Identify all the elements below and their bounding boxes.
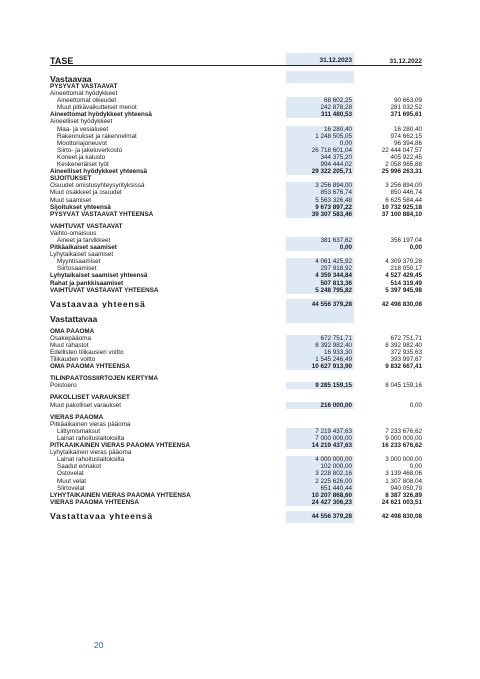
row-label: Rakennukset ja rakennelmat bbox=[57, 132, 137, 140]
value-2022: 24 621 003,51 bbox=[381, 498, 422, 506]
value-2022: 90 663,09 bbox=[393, 97, 422, 105]
value-2023: 344 375,20 bbox=[286, 154, 354, 161]
row-label: Muut pitkävaikutteiset menot bbox=[57, 104, 137, 112]
value-2023: 3 228 802,16 bbox=[286, 470, 354, 477]
table-row bbox=[50, 449, 422, 456]
value-2022: 4 309 379,28 bbox=[385, 258, 422, 266]
group-heading-label: OMA PÄÄOMA bbox=[50, 327, 95, 335]
row-label: PITKÄAIKAINEN VIERAS PÄÄOMA YHTEENSÄ bbox=[50, 442, 190, 450]
subtotal-row bbox=[50, 204, 422, 211]
value-2023: 44 556 379,28 bbox=[286, 299, 354, 311]
column-header-2022: 31.12.2022 bbox=[389, 57, 422, 65]
row-label bbox=[50, 375, 286, 382]
subtotal-row bbox=[50, 168, 422, 175]
group-heading-label: PAKOLLISET VARAUKSET bbox=[50, 394, 130, 402]
value-2023: 7 000 000,00 bbox=[286, 435, 354, 442]
table-row bbox=[50, 140, 422, 147]
value-2023: 14 219 437,63 bbox=[286, 442, 354, 449]
value-2022: 6 625 584,44 bbox=[385, 196, 422, 204]
balance-sheet bbox=[50, 53, 422, 523]
value-2022: 42 498 830,08 bbox=[381, 301, 422, 309]
subtotal-row bbox=[50, 211, 422, 218]
value-2022: 1 307 808,04 bbox=[385, 477, 422, 485]
value-2023: 216 000,00 bbox=[286, 402, 354, 409]
value-2022: 16 233 676,62 bbox=[381, 442, 422, 450]
table-row bbox=[50, 104, 422, 111]
value-2022: 8 392 982,40 bbox=[385, 341, 422, 349]
subtotal-row bbox=[50, 499, 422, 506]
row-label: Vastaavaa yhteensä bbox=[50, 301, 146, 309]
row-label: Vastaavaa bbox=[50, 75, 92, 83]
row-label: Vastattavaa bbox=[50, 315, 98, 323]
table-row bbox=[50, 470, 422, 477]
grand-total-row bbox=[50, 299, 422, 311]
value-2022: 8 387 326,89 bbox=[385, 491, 422, 499]
row-label: Osuudet omistusyhteysyrityksissä bbox=[50, 182, 145, 190]
value-2023: 1 545 246,49 bbox=[286, 356, 354, 363]
row-label: VIERAS PÄÄOMA YHTEENSÄ bbox=[50, 498, 139, 506]
value-2022: 371 695,61 bbox=[390, 111, 422, 119]
row-label: Lyhytaikaiset saamiset bbox=[50, 251, 114, 259]
row-label: Lyhytaikaiset saamiset yhteensä bbox=[50, 272, 148, 280]
value-2022: 940 050,79 bbox=[390, 484, 422, 492]
row-label: Saadut ennakot bbox=[57, 463, 102, 471]
value-2023: 8 392 982,40 bbox=[286, 342, 354, 349]
row-label: Myyntisaamiset bbox=[57, 258, 101, 266]
row-label: Aineelliset hyödykkeet yhteensä bbox=[50, 168, 147, 176]
table-row bbox=[50, 335, 422, 342]
row-label: Lainat rahoituslaitoksilta bbox=[57, 456, 125, 464]
table-row bbox=[50, 133, 422, 140]
row-label: Pitkäaikainen vieras pääoma bbox=[50, 420, 131, 428]
value-2022: 3 000 000,00 bbox=[385, 456, 422, 464]
subtotal-row bbox=[50, 175, 422, 182]
row-label: Muut rahastot bbox=[50, 341, 89, 349]
value-2022: 850 446,74 bbox=[390, 189, 422, 197]
value-2022: 2 058 965,88 bbox=[385, 161, 422, 169]
group-heading-label: PYSYVÄT VASTAAVAT bbox=[50, 83, 118, 90]
table-title: TASE bbox=[50, 55, 74, 66]
value-2022: 5 397 945,98 bbox=[385, 286, 422, 294]
table-row bbox=[50, 435, 422, 442]
value-2022: 3 139 468,06 bbox=[385, 470, 422, 478]
row-label: Lainat rahoituslaitoksilta bbox=[57, 434, 125, 442]
row-label: LYHYTAIKAINEN VIERAS PÄÄOMA YHTEENSÄ bbox=[50, 491, 191, 499]
table-row bbox=[50, 258, 422, 265]
value-2023: 9 285 159,15 bbox=[286, 382, 354, 389]
row-label bbox=[50, 328, 286, 335]
value-2022: 0,00 bbox=[409, 463, 422, 471]
row-label: Poistoero bbox=[50, 382, 77, 390]
value-2022: 7 233 676,62 bbox=[385, 427, 422, 435]
row-label: Maa- ja vesialueet bbox=[57, 125, 109, 133]
table-row bbox=[50, 126, 422, 133]
subtotal-row bbox=[50, 492, 422, 499]
row-label bbox=[50, 394, 286, 401]
value-2023: 26 718 601,04 bbox=[286, 147, 354, 154]
table-row bbox=[50, 230, 422, 237]
table-row bbox=[50, 182, 422, 189]
value-2022: 514 319,49 bbox=[390, 279, 422, 287]
row-label: Aineelliset hyödykkeet bbox=[50, 118, 113, 126]
value-2023: 16 280,40 bbox=[286, 126, 354, 133]
value-2022: 10 732 925,18 bbox=[381, 203, 422, 211]
row-label: Osakepääoma bbox=[50, 334, 91, 342]
group-heading-label: TILINPÄÄTÖSSIIRTOJEN KERTYMÄ bbox=[50, 375, 158, 383]
row-label: Koneet ja kalusto bbox=[57, 153, 106, 161]
value-2022: 672 751,71 bbox=[390, 334, 422, 342]
value-2022: 9 832 667,41 bbox=[385, 363, 422, 371]
subtotal-row bbox=[50, 111, 422, 118]
table-row bbox=[50, 421, 422, 428]
table-row bbox=[50, 485, 422, 492]
table-row bbox=[50, 349, 422, 356]
value-2023: 39 307 583,46 bbox=[286, 211, 354, 218]
table-row bbox=[50, 189, 422, 196]
value-2022: 25 996 263,31 bbox=[381, 168, 422, 176]
value-2023: 507 813,36 bbox=[286, 280, 354, 287]
value-2022: 0,00 bbox=[409, 244, 422, 252]
table-row bbox=[50, 147, 422, 154]
table-row bbox=[50, 356, 422, 363]
value-2022: 16 280,40 bbox=[393, 125, 422, 133]
table-row bbox=[50, 428, 422, 435]
row-label: OMA PÄÄOMA YHTEENSÄ bbox=[50, 363, 130, 371]
table-row bbox=[50, 251, 422, 258]
value-2022: 218 050,17 bbox=[390, 265, 422, 273]
row-label bbox=[50, 414, 286, 421]
table-row bbox=[50, 463, 422, 470]
value-2023: 24 427 306,23 bbox=[286, 499, 354, 506]
value-2023: 1 248 505,05 bbox=[286, 133, 354, 140]
value-2023: 9 673 897,22 bbox=[286, 204, 354, 211]
value-2022: 974 662,15 bbox=[390, 132, 422, 140]
row-label: Moottoriajoneuvot bbox=[57, 139, 108, 147]
row-label: Muut osakkeet ja osuudet bbox=[50, 189, 122, 197]
value-2022: 37 100 884,10 bbox=[381, 210, 422, 218]
value-2022: 96 394,86 bbox=[393, 139, 422, 147]
value-2023: 4 000 000,00 bbox=[286, 456, 354, 463]
section-heading bbox=[50, 311, 422, 323]
value-2023: 672 751,71 bbox=[286, 335, 354, 342]
group-heading bbox=[50, 414, 422, 421]
value-2022: 4 527 429,45 bbox=[385, 272, 422, 280]
value-2023: 994 444,02 bbox=[286, 161, 354, 168]
subtotal-row bbox=[50, 287, 422, 294]
row-label: VAIHTUVAT VASTAAVAT YHTEENSÄ bbox=[50, 286, 159, 294]
row-label: Siirtovelat bbox=[57, 484, 85, 492]
page-number: 20 bbox=[94, 640, 104, 650]
section-heading bbox=[50, 71, 422, 83]
table-row bbox=[50, 402, 422, 409]
row-label: Sijoitukset yhteensä bbox=[50, 203, 111, 211]
subtotal-row bbox=[50, 363, 422, 370]
value-2023: 311 480,53 bbox=[286, 111, 354, 118]
value-2023: 4 359 344,84 bbox=[286, 272, 354, 279]
group-heading bbox=[50, 223, 422, 230]
group-heading bbox=[50, 394, 422, 401]
row-label: Edellisten tilikausien voitto bbox=[50, 349, 124, 356]
value-2023 bbox=[286, 311, 354, 323]
table-row bbox=[50, 342, 422, 349]
value-2022: 372 935,63 bbox=[390, 349, 422, 356]
value-2023: 297 918,92 bbox=[286, 265, 354, 272]
row-label bbox=[50, 83, 286, 90]
value-2023: 44 556 379,28 bbox=[286, 511, 354, 523]
value-2023: 102 000,00 bbox=[286, 463, 354, 470]
row-label: Tilikauden voitto bbox=[50, 356, 96, 364]
subtotal-row bbox=[50, 244, 422, 251]
value-2023: 651 440,44 bbox=[286, 485, 354, 492]
value-2023: 3 256 894,00 bbox=[286, 182, 354, 189]
table-row bbox=[50, 265, 422, 272]
value-2023 bbox=[286, 71, 354, 83]
table-row bbox=[50, 197, 422, 204]
table-row bbox=[50, 382, 422, 389]
value-2022: 281 032,52 bbox=[390, 104, 422, 112]
row-label: Muut velat bbox=[57, 477, 87, 485]
table-row bbox=[50, 154, 422, 161]
row-label: Lyhytaikainen vieras pääoma bbox=[50, 449, 132, 457]
row-label: Aineettomat hyödykkeet yhteensä bbox=[50, 111, 152, 119]
value-2022: 405 922,45 bbox=[390, 153, 422, 161]
row-label: Aineettomat hyödykkeet bbox=[50, 90, 118, 98]
table-row bbox=[50, 161, 422, 168]
value-2022: 356 197,04 bbox=[390, 236, 422, 244]
row-label: Siirtosaamiset bbox=[57, 265, 97, 273]
value-2023: 0,00 bbox=[286, 244, 354, 251]
row-label: Siirto- ja jakeluverkosto bbox=[57, 146, 123, 154]
row-label: PYSYVÄT VASTAAVAT YHTEENSÄ bbox=[50, 210, 154, 218]
grand-total-row bbox=[50, 511, 422, 523]
value-2022: 22 444 047,57 bbox=[381, 146, 422, 154]
subtotal-row bbox=[50, 272, 422, 279]
balance-sheet-rows bbox=[50, 66, 422, 523]
row-label: SIJOITUKSET bbox=[50, 175, 92, 183]
group-heading bbox=[50, 328, 422, 335]
row-label: Pitkäaikaiset saamiset bbox=[50, 244, 117, 252]
subtotal-row bbox=[50, 280, 422, 287]
value-2023: 10 627 913,90 bbox=[286, 363, 354, 370]
row-label: Vastattavaa yhteensä bbox=[50, 513, 153, 521]
value-2023: 16 933,30 bbox=[286, 349, 354, 356]
table-row bbox=[50, 478, 422, 485]
value-2023: 5 248 795,82 bbox=[286, 287, 354, 294]
value-2023: 2 225 626,00 bbox=[286, 478, 354, 485]
group-heading bbox=[50, 375, 422, 382]
value-2023: 68 602,25 bbox=[286, 97, 354, 104]
row-label: Muut saamiset bbox=[50, 196, 91, 204]
value-2022: 8 045 159,16 bbox=[385, 382, 422, 390]
row-label: Ostovelat bbox=[57, 470, 84, 478]
row-label: Rahat ja pankkisaamiset bbox=[50, 279, 124, 287]
subtotal-row bbox=[50, 442, 422, 449]
table-header bbox=[50, 53, 422, 66]
row-label: Aineettomat oikeudet bbox=[57, 97, 117, 105]
row-label: Vaihto-omaisuus bbox=[50, 229, 97, 237]
value-2022: 42 498 830,08 bbox=[381, 513, 422, 521]
table-row bbox=[50, 97, 422, 104]
value-2023: 381 637,62 bbox=[286, 237, 354, 244]
table-row bbox=[50, 90, 422, 97]
group-heading-label: VAIHTUVAT VASTAAVAT bbox=[50, 222, 123, 230]
row-label: Liittymismaksut bbox=[57, 427, 101, 435]
table-row bbox=[50, 237, 422, 244]
value-2022: 3 256 894,00 bbox=[385, 182, 422, 190]
value-2022: 9 000 000,00 bbox=[385, 434, 422, 442]
value-2023: 4 061 425,92 bbox=[286, 258, 354, 265]
row-label: Muut pakolliset varaukset bbox=[50, 401, 122, 409]
row-label: Aineet ja tarvikkeet bbox=[57, 236, 111, 244]
row-label: Keskeneräiset työt bbox=[57, 161, 109, 169]
value-2023: 853 676,74 bbox=[286, 189, 354, 196]
column-header-2023: 31.12.2023 bbox=[286, 53, 354, 65]
value-2023: 0,00 bbox=[286, 140, 354, 147]
table-row bbox=[50, 456, 422, 463]
value-2023: 7 219 437,63 bbox=[286, 428, 354, 435]
value-2023: 5 563 326,48 bbox=[286, 197, 354, 204]
table-row bbox=[50, 118, 422, 125]
value-2022: 393 997,67 bbox=[390, 356, 422, 364]
value-2023: 10 207 868,60 bbox=[286, 492, 354, 499]
value-2023: 242 878,28 bbox=[286, 104, 354, 111]
row-label bbox=[50, 223, 286, 230]
group-heading bbox=[50, 83, 422, 90]
value-2023: 29 322 205,71 bbox=[286, 168, 354, 175]
group-heading-label: VIERAS PÄÄOMA bbox=[50, 413, 104, 421]
value-2022: 0,00 bbox=[409, 401, 422, 409]
